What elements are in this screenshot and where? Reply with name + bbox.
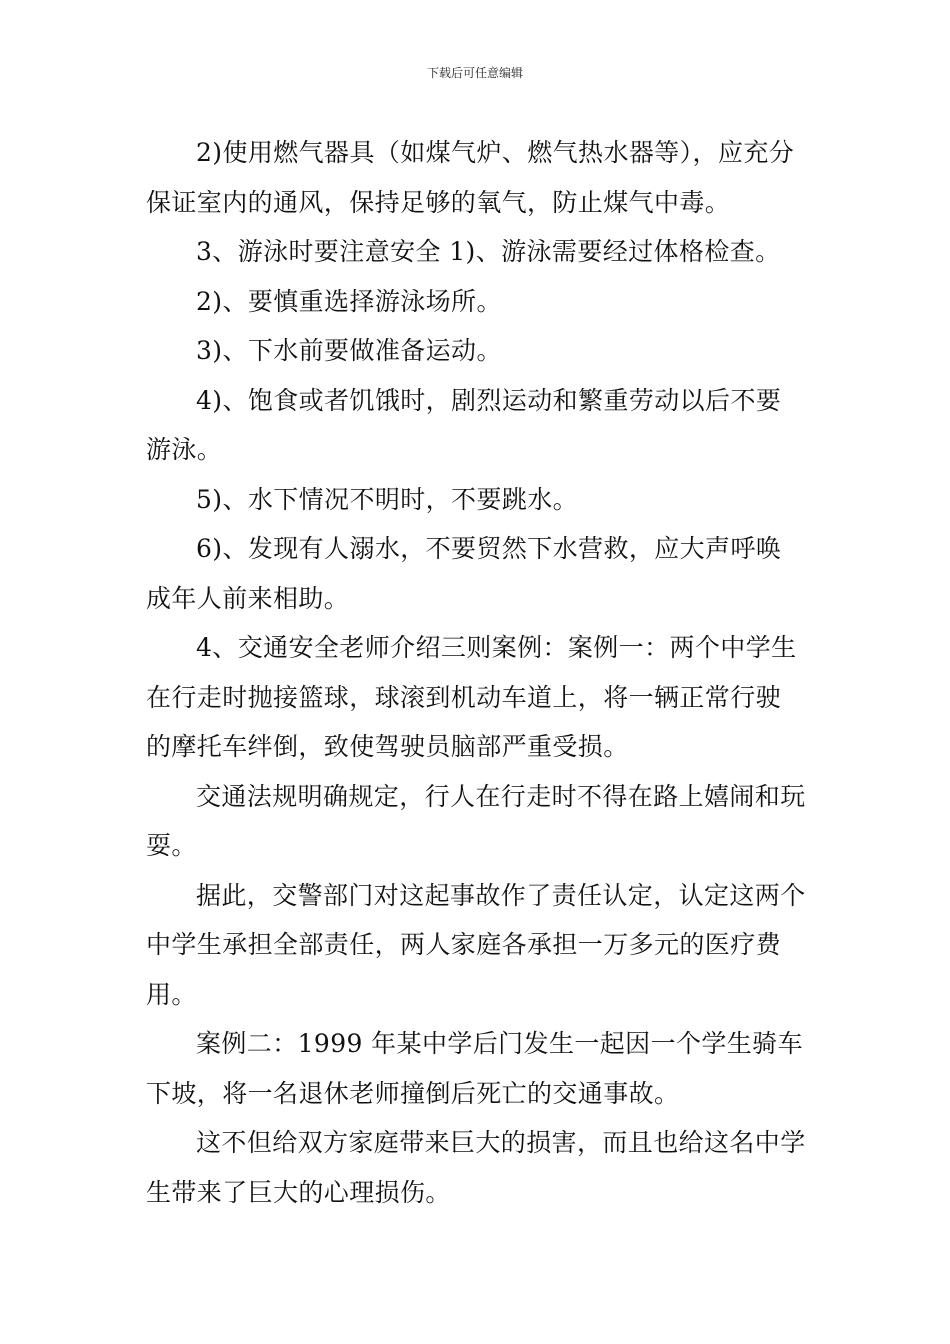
paragraph-liability: 据此，交警部门对这起事故作了责任认定，认定这两个中学生承担全部责任，两人家庭各承担一万多元的医疗费用。 [146,880,806,1009]
paragraph-gas-appliance: 2)使用燃气器具（如煤气炉、燃气热水器等），应充分保证室内的通风，保持足够的氧气，防止煤气中毒。 [146,138,795,217]
paragraph-warmup: 3)、下水前要做准备运动。 [196,336,502,365]
paragraph-traffic-law: 交通法规明确规定，行人在行走时不得在路上嬉闹和玩耍。 [146,781,806,860]
paragraph-no-diving: 5)、水下情况不明时，不要跳水。 [196,484,579,514]
paragraph-drowning-help: 6)、发现有人溺水，不要贸然下水营救，应大声呼唤成年人前来相助。 [146,534,782,613]
paragraph-swim-location: 2)、要慎重选择游泳场所。 [196,286,502,316]
page-header-note: 下载后可任意编辑 [426,66,523,80]
document-body [146,128,806,1217]
paragraph-traffic-case-one: 4、交通安全老师介绍三则案例：案例一：两个中学生在行走时抛接篮球，球滚到机动车道上，将一辆正常行驶的摩托车绊倒，致使驾驶员脑部严重受损。 [146,633,797,761]
paragraph-no-swim-after-meal: 4)、饱食或者饥饿时，剧烈运动和繁重劳动以后不要游泳。 [146,385,782,464]
paragraph-traffic-case-two: 案例二：1999 年某中学后门发生一起因一个学生骑车下坡，将一名退休老师撞倒后死亡的交通事故。 [146,1029,803,1108]
paragraph-psychological-damage: 这不但给双方家庭带来巨大的损害，而且也给这名中学生带来了巨大的心理损伤。 [146,1128,806,1207]
paragraph-swimming-safety: 3、游泳时要注意安全 1)、游泳需要经过体格检查。 [196,237,781,266]
